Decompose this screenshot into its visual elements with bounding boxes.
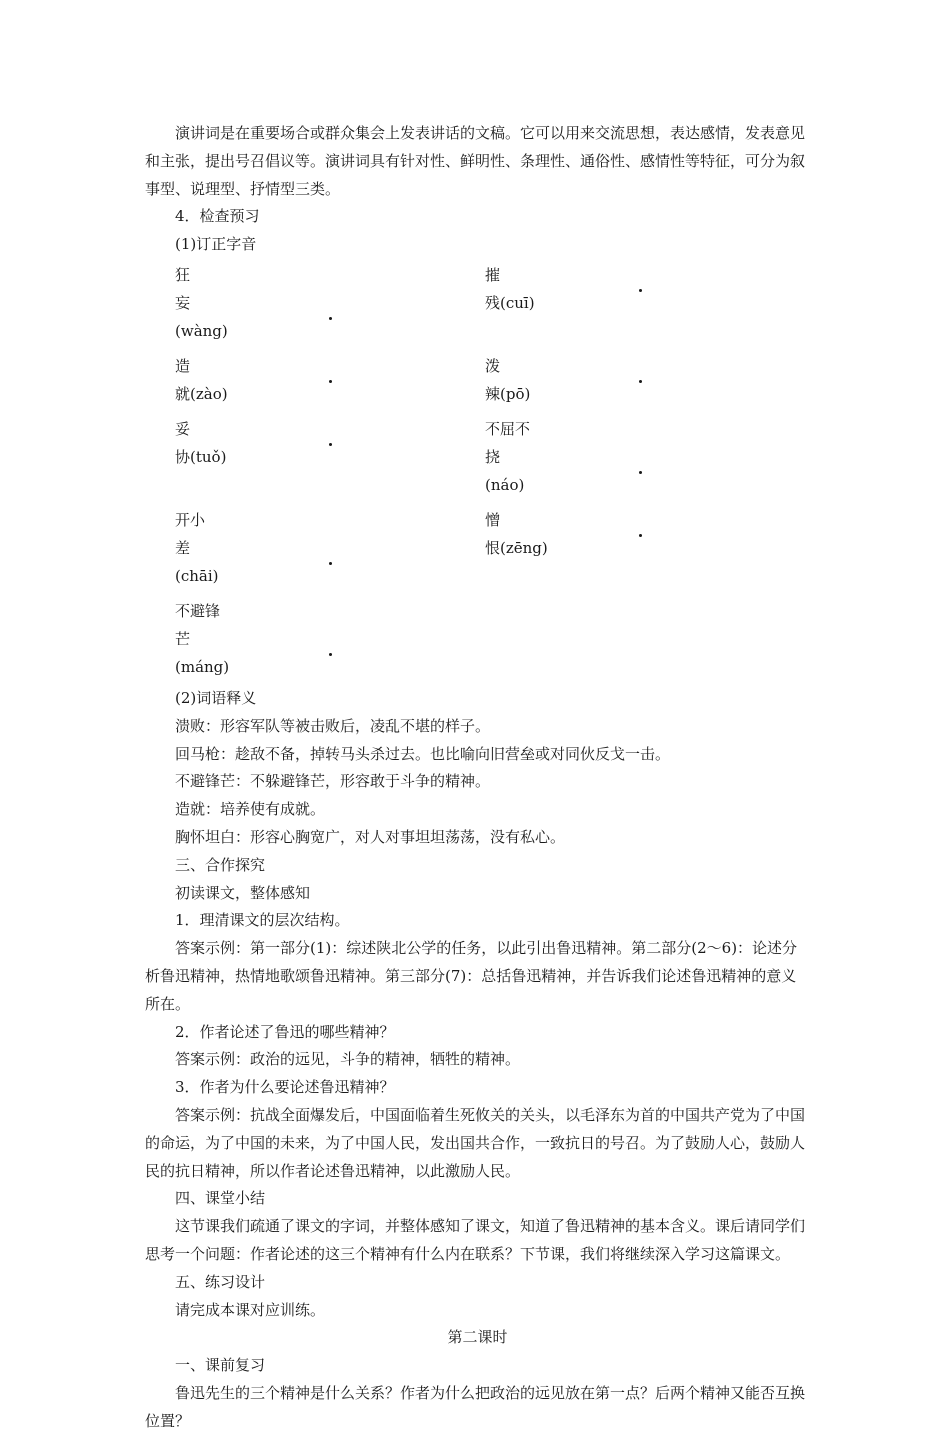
pron-item: 憎 恨(zēng): [485, 506, 795, 590]
question-1: 1．理清课文的层次结构。: [175, 911, 350, 930]
check-preview-heading: 4．检查预习: [175, 207, 260, 226]
document-page: [145, 120, 810, 1436]
exercise-text: 请完成本课对应训练。: [175, 1300, 326, 1319]
pron-item: 摧 残(cuī): [485, 261, 795, 345]
pronunciation-list: [145, 261, 810, 681]
section-heading: 五、练习设计: [175, 1272, 266, 1291]
pron-item: 泼 辣(pō): [485, 352, 795, 408]
question-2: 2．作者论述了鲁迅的哪些精神？: [175, 1022, 395, 1041]
vocab-item: 造就：培养使有成就。: [175, 800, 326, 819]
section-heading: 四、课堂小结: [175, 1189, 266, 1208]
answer-3: 答案示例：抗战全面爆发后，中国面临着生死攸关的关头，以毛泽东为首的中国共产党为了中国的命运，为了中国的未来，为了中国人民，发出国共合作，一致抗日的号召。为了鼓励人心，鼓励人民的抗日精神，所以作者论述鲁迅精神，以此激励人民。: [145, 1105, 806, 1180]
answer-2: 答案示例：政治的远见，斗争的精神，牺牲的精神。: [175, 1050, 521, 1069]
pron-item: 造 就(zào): [175, 352, 485, 408]
intro-paragraph: 演讲词是在重要场合或群众集会上发表讲话的文稿。它可以用来交流思想，表达感情，发表意见和主张，提出号召倡议等。演讲词具有针对性、鲜明性、条理性、通俗性、感情性等特征，可分为叙事型、说理型、抒情型三类。: [145, 124, 806, 198]
section-heading: 三、合作探究: [175, 855, 266, 874]
answer-1: 答案示例：第一部分(1)：综述陕北公学的任务，以此引出鲁迅精神。第二部分(2～6)：论述分析鲁迅精神，热情地歌颂鲁迅精神。第三部分(7)：总括鲁迅精神，并告诉我们论述鲁迅精神的意义所在。: [145, 939, 798, 1013]
section-heading: 一、课前复习: [175, 1356, 266, 1375]
lesson-title: 第二课时: [447, 1328, 508, 1347]
vocab-heading: (2)词语释义: [175, 688, 257, 707]
summary-paragraph: 这节课我们疏通了课文的字词，并整体感知了课文，知道了鲁迅精神的基本含义。课后请同学们思考一个问题：作者论述的这三个精神有什么内在联系？下节课，我们将继续深入学习这篇课文。: [145, 1217, 806, 1263]
vocab-item: 胸怀坦白：形容心胸宽广，对人对事坦坦荡荡，没有私心。: [175, 827, 566, 846]
question-3: 3．作者为什么要论述鲁迅精神？: [175, 1078, 395, 1097]
vocab-item: 溃败：形容军队等被击败后，凌乱不堪的样子。: [175, 716, 491, 735]
pronunciation-heading: (1)订正字音: [175, 235, 257, 254]
vocab-item: 不避锋芒：不躲避锋芒，形容敢于斗争的精神。: [175, 772, 491, 791]
review-paragraph: 鲁迅先生的三个精神是什么关系？作者为什么把政治的远见放在第一点？后两个精神又能否互换位置？: [145, 1383, 806, 1430]
pron-item: 狂 妄 (wàng): [175, 261, 485, 345]
pron-item: 妥 协(tuǒ): [175, 415, 485, 499]
vocab-item: 回马枪：趁敌不备，掉转马头杀过去。也比喻向旧营垒或对同伙反戈一击。: [175, 744, 671, 763]
pron-item: 不屈不 挠 (náo): [485, 415, 795, 499]
pron-item: 开小 差 (chāi): [175, 506, 485, 590]
section-subheading: 初读课文，整体感知: [175, 883, 311, 902]
pron-item: 不避锋 芒 (máng): [175, 597, 485, 681]
